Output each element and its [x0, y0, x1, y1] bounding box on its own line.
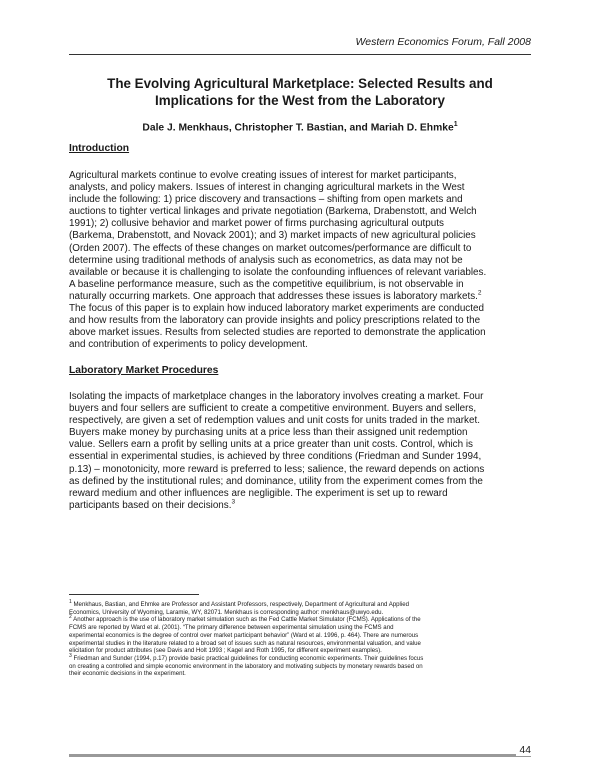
text-line: Isolating the impacts of marketplace changes in the laboratory involves creating a market. Four: [69, 391, 484, 402]
text-line: auctions to tighter vertical linkages and private negotiation (Barkema, Drabenstott, and Welch: [69, 206, 477, 218]
text-line: include the following: 1) price discovery and transactions – shifting from open markets and: [69, 194, 463, 206]
text-line: Agricultural markets continue to evolve creating issues of interest for market participants,: [69, 170, 457, 181]
text-line: and how results from the laboratory can provide insights and policy prescriptions related to the: [69, 315, 481, 327]
text-line: (Barkema, Drabenstott, and Novack 2001); and 3) market impacts of new agricultural policies: [69, 230, 476, 242]
footnote-mark: 2: [69, 614, 72, 621]
text-line: analysts, and policy makers. Issues of interest in changing agricultural markets in the West: [69, 182, 465, 194]
footnote-2-line: experimental economics is the degree of control over market participant behavior” (Ward et al. 1996, p. 464). There are numerous: [69, 631, 419, 639]
article-title: [69, 76, 531, 109]
laboratory-paragraph: [69, 391, 534, 512]
author-list: [69, 121, 531, 133]
footnote-2-line: elicitation for product attributes (see Davis and Holt 1993 ; Kagel and Roth 1995, for different experiment examples).: [69, 647, 382, 655]
author-footnote-mark: 1: [453, 121, 458, 128]
footnote-2-line: FCMS are reported by Ward et al. (2001). “The primary difference between experimental simulation using the FCMS and: [69, 624, 394, 632]
text-line: available or because it is challenging to isolate the confounding influences of relevant variables.: [69, 266, 487, 278]
footnotes: [69, 598, 534, 678]
footnote-2-line: experimental studies in the literature related to a broad set of issues such as natural resources, environmental valuation, and value: [69, 639, 421, 647]
running-head: Western Economics Forum, Fall 2008: [355, 36, 531, 48]
text-line-content: participants based on their decisions.: [69, 499, 232, 511]
footnote-mark: 3: [69, 652, 72, 659]
text-line: Buyers make money by purchasing units at a price less than their assigned unit redemption: [69, 427, 468, 439]
text-line: 1991); 2) collusive behavior and market power of firms purchasing agricultural outputs: [69, 218, 444, 230]
footnote-3-line: their economic decisions in the experiment.: [69, 670, 186, 678]
text-line: and contribution of experiments to policy development.: [69, 339, 308, 351]
header-rule: [69, 54, 531, 55]
footnote-3-line: on creating a controlled and simple economic environment in the laboratory and motivating subjects by monetary rewards based on: [69, 662, 423, 670]
text-line: above market issues. Results from selected studies are reported to demonstrate the application: [69, 327, 486, 339]
author-names: Dale J. Menkhaus, Christopher T. Bastian, and Mariah D. Ehmke: [142, 122, 454, 134]
footer-rule: [69, 754, 531, 757]
footnote-text: Friedman and Sunder (1994, p.17) provide basic practical guidelines for conducting economic experiments. Their guidelines focus: [71, 654, 424, 662]
text-line: A baseline performance measure, such as the competitive equilibrium, is not observable in: [69, 278, 464, 290]
text-line: reward medium and other influences are negligible. The experiment is set up to reward: [69, 487, 448, 499]
footnote-1-line: [69, 598, 534, 609]
text-line: [69, 291, 534, 303]
footnote-ref-2[interactable]: 2: [477, 289, 482, 297]
text-line-content: naturally occurring markets. One approach that addresses these issues is laboratory markets.: [69, 290, 478, 302]
text-line: p.13) – monotonicity, more reward is preferred to less; salience, the reward depends on actions: [69, 463, 485, 475]
text-line: determine using traditional methods of analysis such as econometrics, as data may not be: [69, 254, 463, 266]
footnote-separator: [69, 594, 199, 595]
text-line: The focus of this paper is to explain how induced laboratory market experiments are conducted: [69, 303, 484, 315]
text-line: buyers and four sellers are sufficient to create a competitive environment. Buyers and sellers,: [69, 403, 477, 415]
footnote-2-line: [69, 616, 534, 624]
page-number: 44: [516, 745, 531, 756]
text-line: (Orden 2007). The effects of these changes on market outcomes/performance are difficult to: [69, 242, 472, 254]
section-heading-laboratory: Laboratory Market Procedures: [69, 365, 219, 376]
footnote-text: Another approach is the use of laboratory market simulation such as the Fed Cattle Market Simulator (FCMS). Applications of the: [71, 616, 421, 624]
footnote-mark: 1: [69, 598, 72, 605]
text-line: [69, 500, 534, 512]
section-heading-introduction: Introduction: [69, 143, 130, 154]
footnote-1-line: Economics, University of Wyoming, Laramie, WY, 82071. Menkhaus is corresponding author: menkhaus@uwyo.edu.: [69, 608, 384, 616]
text-line: value. Sellers earn a profit by selling units at a price greater than unit costs. Control, which is: [69, 439, 473, 451]
text-line: respectively, are given a set of redemption values and unit costs for units traded in the market.: [69, 415, 480, 427]
title-line-2: Implications for the West from the Laboratory: [155, 92, 445, 108]
footnote-ref-3[interactable]: 3: [231, 498, 236, 506]
footnote-3-line: [69, 652, 534, 663]
footnote-text: Menkhaus, Bastian, and Ehmke are Professor and Assistant Professors, respectively, Department of Agricultural and Applied: [71, 601, 410, 608]
text-line: as defined by the institutional rules; and dominance, utility from the experiment comes from the: [69, 475, 483, 487]
title-line-1: The Evolving Agricultural Marketplace: Selected Results and: [107, 76, 493, 91]
introduction-paragraph: [69, 170, 534, 351]
text-line: essential in experimental studies, is achieved by three conditions (Friedman and Sunder 1994,: [69, 451, 482, 463]
